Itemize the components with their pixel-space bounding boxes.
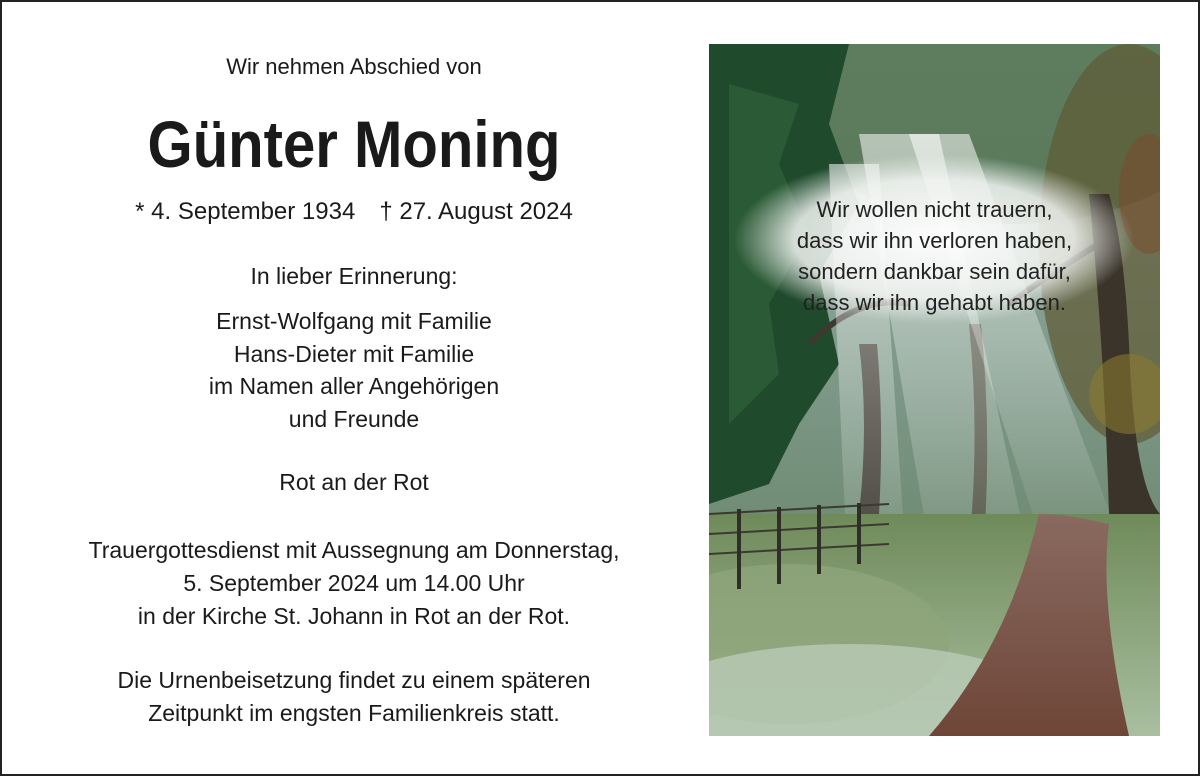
quote-line: dass wir ihn verloren haben, bbox=[796, 228, 1073, 253]
burial-info bbox=[4, 664, 704, 730]
life-dates bbox=[4, 198, 704, 226]
quote-line: Wir wollen nicht trauern, bbox=[816, 197, 1053, 222]
memorial-quote bbox=[709, 194, 1160, 318]
birth-date: * 4. September 1934 bbox=[135, 198, 356, 225]
intro-line: Wir nehmen Abschied von bbox=[226, 54, 482, 79]
mourner-line: und Freunde bbox=[288, 405, 420, 432]
mourner-line: Hans-Dieter mit Familie bbox=[233, 340, 475, 367]
forest-scene-illustration bbox=[709, 44, 1160, 736]
death-date: † 27. August 2024 bbox=[379, 198, 573, 225]
burial-line: Zeitpunkt im engsten Familienkreis statt. bbox=[148, 700, 560, 726]
service-line: in der Kirche St. Johann in Rot an der Rot. bbox=[137, 603, 571, 629]
service-line: 5. September 2024 um 14.00 Uhr bbox=[183, 570, 525, 596]
service-line: Trauergottesdienst mit Aussegnung am Donnerstag, bbox=[88, 537, 620, 563]
service-info bbox=[4, 534, 704, 633]
mourner-line: Ernst-Wolfgang mit Familie bbox=[216, 308, 492, 334]
place-name: Rot an der Rot bbox=[279, 469, 429, 495]
memory-heading: In lieber Erinnerung: bbox=[250, 263, 458, 289]
forest-path-photo bbox=[709, 44, 1160, 736]
burial-line: Die Urnenbeisetzung findet zu einem späteren bbox=[117, 667, 591, 693]
deceased-name: Günter Moning bbox=[147, 107, 561, 181]
mourners-list bbox=[4, 305, 704, 435]
mourner-line: im Namen aller Angehörigen bbox=[208, 373, 500, 399]
notice-text-column bbox=[4, 2, 704, 778]
quote-line: dass wir ihn gehabt haben. bbox=[803, 290, 1066, 315]
quote-line: sondern dankbar sein dafür, bbox=[798, 259, 1071, 284]
